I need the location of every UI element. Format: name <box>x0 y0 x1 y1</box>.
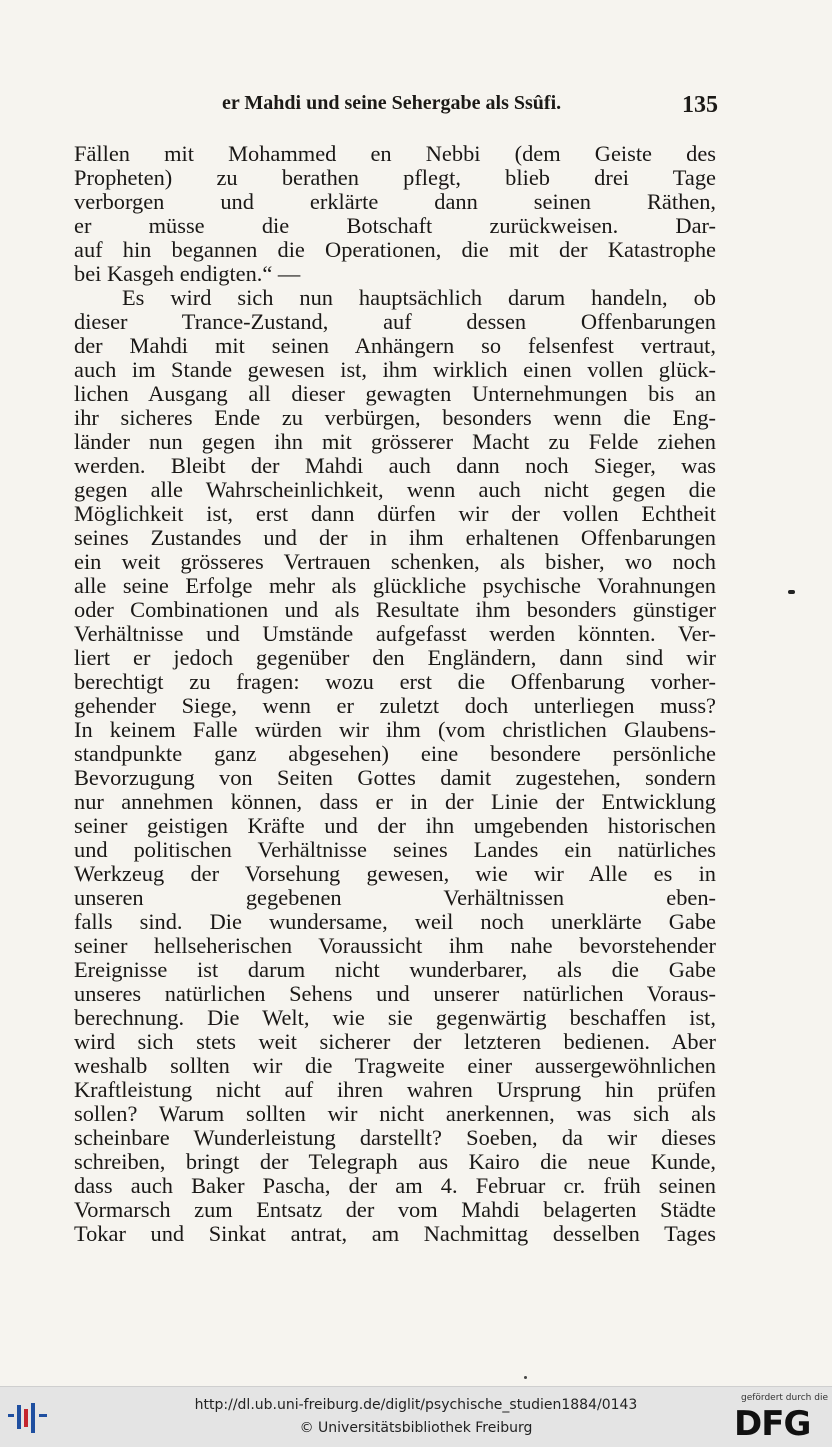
text-line: seiner hellseherischen Voraussicht ihm nahe bevorstehender <box>74 933 716 958</box>
sponsor-logo-text: DFG <box>734 1404 811 1444</box>
text-line: weshalb sollten wir die Tragweite einer aussergewöhnlichen <box>74 1053 716 1078</box>
text-line: unseren gegebenen Verhältnissen eben- <box>74 885 716 910</box>
margin-mark <box>788 590 795 594</box>
dfg-logo-icon[interactable] <box>732 1393 828 1445</box>
body-text <box>74 142 716 1246</box>
text-line: Möglichkeit ist, erst dann dürfen wir der vollen Echtheit <box>74 501 716 526</box>
permalink-url[interactable]: http://dl.ub.uni-freiburg.de/diglit/psychische_studien1884/0143 <box>194 1397 638 1413</box>
text-line: Vormarsch zum Entsatz der vom Mahdi belagerten Städte <box>74 1197 716 1222</box>
text-line: Ereignisse ist darum nicht wunderbarer, als die Gabe <box>74 957 716 982</box>
text-line: Fällen mit Mohammed en Nebbi (dem Geiste des <box>74 141 716 166</box>
text-line: nur annehmen können, dass er in der Linie der Entwicklung <box>74 789 716 814</box>
text-line: standpunkte ganz abgesehen) eine besondere persönliche <box>74 741 716 766</box>
text-line: er müsse die Botschaft zurückweisen. Dar- <box>74 213 716 238</box>
viewer-footer <box>0 1386 832 1447</box>
text-line: dass auch Baker Pascha, der am 4. Februar cr. früh seinen <box>74 1173 716 1198</box>
text-line: liert er jedoch gegenüber den Engländern, dann sind wir <box>74 645 716 670</box>
text-line: schreiben, bringt der Telegraph aus Kairo die neue Kunde, <box>74 1149 716 1174</box>
text-line: gegen alle Wahrscheinlichkeit, wenn auch nicht gegen die <box>74 477 716 502</box>
text-line: seiner geistigen Kräfte und der ihn umgebenden historischen <box>74 813 716 838</box>
text-line: Tokar und Sinkat antrat, am Nachmittag desselben Tages <box>74 1221 716 1246</box>
page-number: 135 <box>682 92 718 118</box>
text-line: ein weit grösseres Vertrauen schenken, als bisher, wo noch <box>74 549 716 574</box>
text-line: gehender Siege, wenn er zuletzt doch unterliegen muss? <box>74 693 716 718</box>
text-line: sollen? Warum sollten wir nicht anerkennen, was sich als <box>74 1101 716 1126</box>
text-line: verborgen und erklärte dann seinen Räthen, <box>74 189 716 214</box>
text-line: auch im Stande gewesen ist, ihm wirklich einen vollen glück- <box>74 357 716 382</box>
text-line: alle seine Erfolge mehr als glückliche psychische Vorahnungen <box>74 573 716 598</box>
text-line: werden. Bleibt der Mahdi auch dann noch Sieger, was <box>74 453 716 478</box>
text-line: falls sind. Die wundersame, weil noch unerklärte Gabe <box>74 909 716 934</box>
text-line: Verhältnisse und Umstände aufgefasst werden könnten. Ver- <box>74 621 716 646</box>
text-line: Kraftleistung nicht auf ihren wahren Ursprung hin prüfen <box>74 1077 716 1102</box>
text-line: und politischen Verhältnisse seines Landes ein natürliches <box>74 837 716 862</box>
text-line: unseres natürlichen Sehens und unserer natürlichen Voraus- <box>74 981 716 1006</box>
text-line: lichen Ausgang all dieser gewagten Unternehmungen bis an <box>74 381 716 406</box>
text-line: Werkzeug der Vorsehung gewesen, wie wir Alle es in <box>74 861 716 886</box>
text-line: berechtigt zu fragen: wozu erst die Offenbarung vorher- <box>74 669 716 694</box>
text-line: auf hin begannen die Operationen, die mit der Katastrophe <box>74 237 716 262</box>
text-line: In keinem Falle würden wir ihm (vom christlichen Glaubens- <box>74 717 716 742</box>
text-line: ihr sicheres Ende zu verbürgen, besonders wenn die Eng- <box>74 405 716 430</box>
text-line: Es wird sich nun hauptsächlich darum handeln, ob <box>122 285 716 310</box>
text-line: dieser Trance-Zustand, auf dessen Offenbarungen <box>74 309 716 334</box>
scan-speck <box>524 1376 527 1379</box>
text-line: seines Zustandes und der in ihm erhaltenen Offenbarungen <box>74 525 716 550</box>
running-title: er Mahdi und seine Sehergabe als Ssûfi. <box>222 92 562 114</box>
text-line: scheinbare Wunderleistung darstellt? Soeben, da wir dieses <box>74 1125 716 1150</box>
text-line: bei Kasgeh endigten.“ — <box>74 261 301 286</box>
text-line: Bevorzugung von Seiten Gottes damit zugestehen, sondern <box>74 765 716 790</box>
text-line: der Mahdi mit seinen Anhängern so felsenfest vertraut, <box>74 333 716 358</box>
text-line: Propheten) zu berathen pflegt, blieb drei Tage <box>74 165 716 190</box>
copyright-notice: © Universitätsbibliothek Freiburg <box>299 1420 533 1436</box>
sponsor-caption: gefördert durch die <box>741 1393 828 1403</box>
text-line: oder Combinationen und als Resultate ihm besonders günstiger <box>74 597 716 622</box>
text-line: berechnung. Die Welt, wie sie gegenwärtig beschaffen ist, <box>74 1005 716 1030</box>
text-line: wird sich stets weit sicherer der letzteren bedienen. Aber <box>74 1029 716 1054</box>
text-line: länder nun gegen ihn mit grösserer Macht zu Felde ziehen <box>74 429 716 454</box>
